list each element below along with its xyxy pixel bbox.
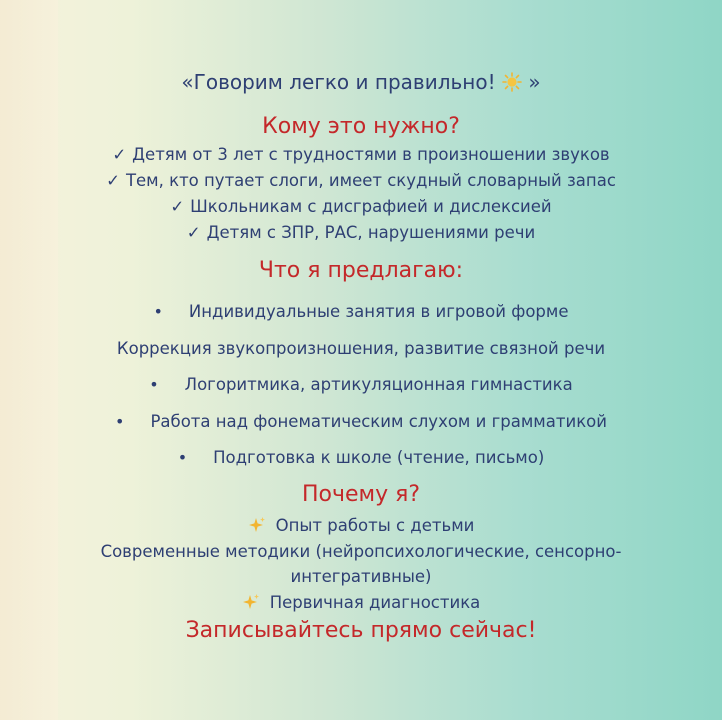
sparkles-icon (242, 593, 260, 611)
page-title (0, 70, 722, 94)
who-item: ✓ Тем, кто путает слоги, имеет скудный словарный запас (106, 171, 616, 190)
call-to-action: Записывайтесь прямо сейчас! (185, 618, 537, 643)
why-item: интегративные) (290, 567, 432, 586)
offer-item: • Логоритмика, артикуляционная гимнастика (149, 375, 573, 394)
why-heading: Почему я? (301, 482, 421, 507)
who-item: ✓ Детям с ЗПР, РАС, нарушениями речи (186, 223, 536, 242)
who-item: ✓ Школьникам с дисграфией и дислексией (170, 197, 552, 216)
offer-heading: Что я предлагаю: (258, 258, 464, 283)
why-item: Первичная диагностика (0, 593, 722, 612)
sparkles-icon (248, 516, 266, 534)
bullet-icon: • (115, 412, 125, 431)
offer-item: Коррекция звукопроизношения, развитие связной речи (116, 339, 606, 358)
title-text: «Говорим легко и правильно! (181, 70, 496, 94)
why-item: Опыт работы с детьми (0, 516, 722, 535)
bullet-icon: • (177, 448, 188, 467)
check-icon: ✓ (112, 145, 127, 164)
offer-item: • Подготовка к школе (чтение, письмо) (177, 448, 545, 467)
offer-item: • Работа над фонематическим слухом и грамматикой (115, 412, 607, 431)
check-icon: ✓ (186, 223, 201, 242)
who-item: ✓ Детям от 3 лет с трудностями в произношении звуков (112, 145, 610, 164)
sun-icon (502, 72, 522, 92)
bullet-icon: • (153, 302, 163, 321)
who-heading: Кому это нужно? (262, 114, 460, 139)
why-item: Современные методики (нейропсихологические, сенсорно- (100, 542, 622, 561)
bullet-icon: • (149, 375, 159, 394)
title-close-quote: » (528, 70, 541, 94)
offer-item: • Индивидуальные занятия в игровой форме (153, 302, 569, 321)
check-icon: ✓ (170, 197, 185, 216)
check-icon: ✓ (106, 171, 120, 190)
